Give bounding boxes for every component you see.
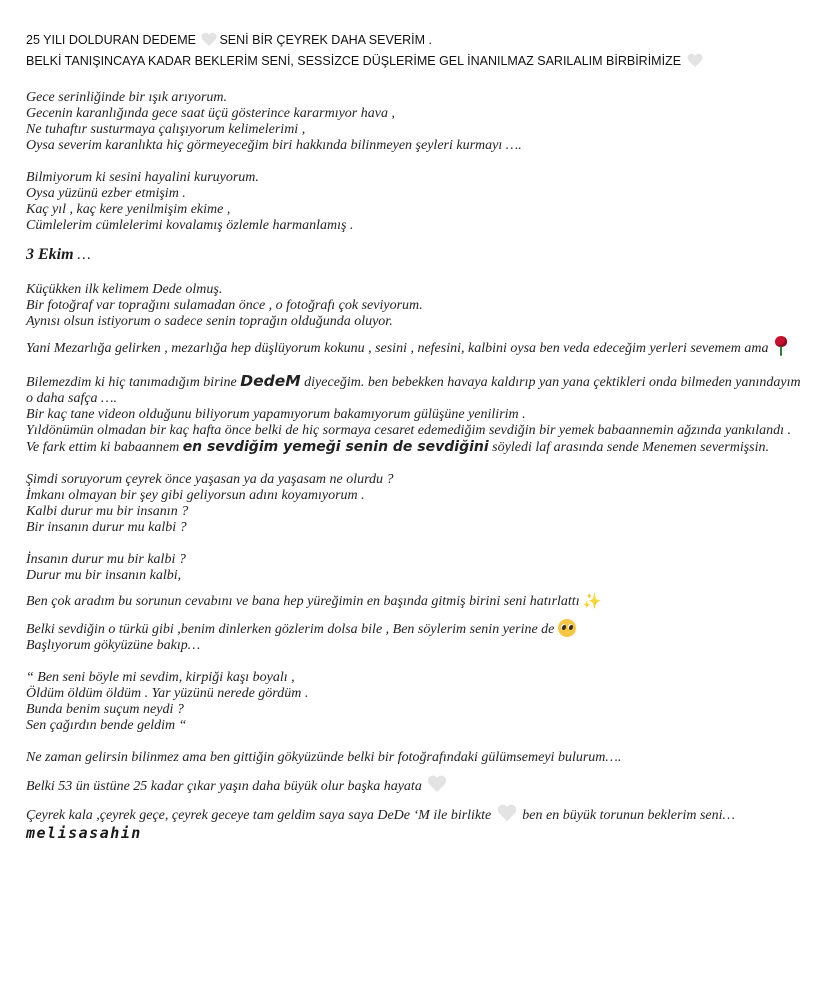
header-line-2: [26, 51, 804, 72]
white-heart-icon: [201, 32, 217, 46]
final-line-text: ben en büyük torunun beklerim seni…: [518, 808, 735, 823]
emphasis-dedem: DedeM: [240, 372, 301, 390]
stanza-2: [26, 170, 804, 234]
stanza-line: Durur mu bir insanın kalbi,: [26, 568, 182, 583]
stanza-line: Bir kaç tane videon olduğunu biliyorum yapamıyorum bakamıyorum gülüşüne yenilirim .: [26, 407, 526, 422]
stanza-line: Küçükken ilk kelimem Dede olmuş.: [26, 282, 223, 297]
answer-line: [26, 593, 804, 610]
white-heart-icon: [497, 804, 517, 822]
stanza-3: [26, 282, 804, 357]
stanza-line: [26, 336, 804, 357]
stanza-text: diyeceğim. ben bebekken havaya kaldırıp yan yana çektikleri onda bilmeden yanındayım o daha safça ….: [26, 375, 801, 406]
pleading-face-icon: [558, 619, 576, 637]
date-heading: [26, 246, 804, 264]
stanza-4: [26, 373, 804, 456]
header-line-1: [26, 30, 804, 51]
stanza-line: Aynısı olsun istiyorum o sadece senin toprağın olduğunda oluyor.: [26, 314, 393, 329]
song-line: [26, 619, 804, 638]
stanza-6: [26, 552, 804, 584]
stanza-1: [26, 90, 804, 154]
smile-line: Ne zaman gelirsin bilinmez ama ben gittiğin gökyüzünde belki bir fotoğrafındaki gülümsemeyi bulurum….: [26, 750, 622, 765]
stanza-line: Oysa severim karanlıkta hiç görmeyeceğim biri hakkında bilinmeyen şeyleri kurmayı ….: [26, 138, 522, 153]
stanza-line: Şimdi soruyorum çeyrek önce yaşasan ya da yaşasam ne olurdu ?: [26, 472, 394, 487]
song-line-text: Belki sevdiğin o türkü gibi ,benim dinlerken gözlerim dolsa bile , Ben söylerim senin yerine de: [26, 622, 555, 637]
final-line: [26, 804, 804, 824]
stanza-line: Gece serinliğinde bir ışık arıyorum.: [26, 90, 228, 105]
stanza-line: Oysa yüzünü ezber etmişim .: [26, 186, 186, 201]
date-heading-rest: …: [73, 247, 91, 263]
age-line-text: Belki 53 ün üstüne 25 kadar çıkar yaşın daha büyük olur başka hayata: [26, 779, 422, 794]
document-page: [26, 30, 804, 842]
header-line-1b-text: SENİ BİR ÇEYREK DAHA SEVERİM .: [219, 33, 433, 47]
white-heart-icon: [687, 53, 703, 67]
stanza-line: Bir fotoğraf var toprağını sulamadan önce , o fotoğrafı çok seviyorum.: [26, 298, 423, 313]
stanza-5: [26, 472, 804, 536]
signature: melisasahin: [26, 824, 142, 842]
stanza-text: söyledi laf arasında sende Menemen severmişsin.: [488, 440, 770, 455]
stanza-line: Ne tuhaftır susturmaya çalışıyorum kelimelerimi ,: [26, 122, 306, 137]
stanza-line: Bilmiyorum ki sesini hayalini kuruyorum.: [26, 170, 259, 185]
red-rose-icon: [773, 336, 789, 356]
stanza-line: Kaç yıl , kaç kere yenilmişim ekime ,: [26, 202, 231, 217]
header-line-1-text: 25 YILI DOLDURAN DEDEME: [26, 33, 196, 47]
stanza-line: Bir insanın durur mu kalbi ?: [26, 520, 187, 535]
stanza-line: Yıldönümün olmadan bir kaç hafta önce belki de hiç sormaya cesaret edemediğim sevdiğin bir yemek babaannemin ağzında yankılandı .: [26, 423, 792, 438]
white-heart-icon: [427, 775, 447, 793]
stanza-text: Bilemezdim ki hiç tanımadığım birine: [26, 375, 241, 390]
sparkles-icon: ✨: [582, 592, 602, 610]
stanza-line: Gecenin karanlığında gece saat üçü gösterince kararmıyor hava ,: [26, 106, 395, 121]
quote-line: Sen çağırdın bende geldim “: [26, 718, 187, 733]
stanza-text: Ve fark ettim ki babaannem: [26, 440, 183, 455]
stanza-paragraph: [26, 439, 804, 456]
stanza-line: İnsanın durur mu bir kalbi ?: [26, 552, 186, 567]
final-line-text: Çeyrek kala ,çeyrek geçe, çeyrek geceye tam geldim saya saya DeDe ‘M ile birlikte: [26, 808, 492, 823]
date-heading-bold: 3 Ekim: [26, 246, 74, 263]
age-line: [26, 775, 804, 795]
quote-line: Bunda benim suçum neydi ?: [26, 702, 184, 717]
emphasis-favorite-food: en sevdiğim yemeği senin de sevdiğini: [182, 439, 489, 455]
stanza-line: İmkanı olmayan bir şey gibi geliyorsun adını koyamıyorum .: [26, 488, 365, 503]
answer-line-text: Ben çok aradım bu sorunun cevabını ve bana hep yüreğimin en başında gitmiş birini seni hatırlattı: [26, 594, 580, 609]
stanza-line: Kalbi durur mu bir insanın ?: [26, 504, 189, 519]
stanza-line: Cümlelerim cümlelerimi kovalamış özlemle harmanlamış .: [26, 218, 354, 233]
header-line-2-text: BELKİ TANIŞINCAYA KADAR BEKLERİM SENİ, SESSİZCE DÜŞLERİME GEL İNANILMAZ SARILALIM BİRBİRİMİZE: [26, 54, 682, 68]
quote-line: “ Ben seni böyle mi sevdim, kirpiği kaşı boyalı ,: [26, 670, 295, 685]
stanza-line-text: Yani Mezarlığa gelirken , mezarlığa hep düşlüyorum kokunu , sesini , nefesini, kalbini oysa ben veda edeceğim yerleri sevemem ama: [26, 341, 769, 356]
stanza-paragraph: [26, 373, 804, 407]
quote-stanza: [26, 670, 804, 734]
sky-line: Başlıyorum gökyüzüne bakıp…: [26, 638, 201, 653]
quote-line: Öldüm öldüm öldüm . Yar yüzünü nerede gördüm .: [26, 686, 309, 701]
